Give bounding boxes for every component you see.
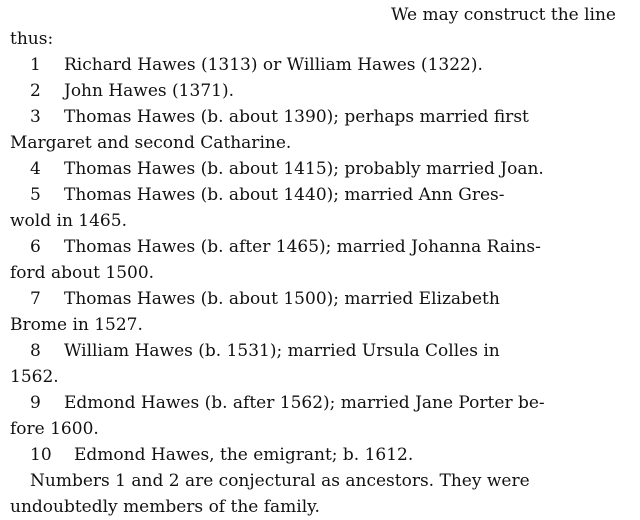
item-text: John Hawes (1371). — [64, 81, 234, 101]
item-number: 5 — [30, 185, 41, 205]
item-number: 4 — [30, 159, 41, 179]
item-continuation: Brome in 1527. — [10, 315, 143, 335]
item-text: Thomas Hawes (b. about 1390); perhaps married first — [64, 107, 529, 127]
item-number: 3 — [30, 107, 41, 127]
item-text: Thomas Hawes (b. about 1500); married Elizabeth — [64, 289, 500, 309]
item-text: Edmond Hawes, the emigrant; b. 1612. — [74, 445, 414, 465]
item-continuation: fore 1600. — [10, 419, 99, 439]
item-continuation: wold in 1465. — [10, 211, 127, 231]
list-item — [0, 390, 640, 416]
item-text: Richard Hawes (1313) or William Hawes (1322). — [64, 55, 483, 75]
list-item — [0, 78, 640, 104]
list-item — [0, 286, 640, 312]
item-number: 8 — [30, 341, 41, 361]
item-number: 2 — [30, 81, 41, 101]
intro-line-2: thus: — [10, 29, 54, 49]
item-text: William Hawes (b. 1531); married Ursula Colles in — [64, 341, 500, 361]
closing-line-2: undoubtedly members of the family. — [10, 497, 320, 517]
item-continuation: ford about 1500. — [10, 263, 155, 283]
item-text: Thomas Hawes (b. about 1440); married Ann Gres- — [64, 185, 505, 205]
item-text: Thomas Hawes (b. about 1415); probably married Joan. — [64, 159, 544, 179]
list-item — [0, 104, 640, 130]
item-continuation: Margaret and second Catharine. — [10, 133, 292, 153]
item-number: 9 — [30, 393, 41, 413]
intro-line-1: We may construct the line — [390, 5, 616, 25]
list-item — [0, 182, 640, 208]
list-item — [0, 52, 640, 78]
item-text: Edmond Hawes (b. after 1562); married Jane Porter be- — [64, 393, 545, 413]
item-continuation: 1562. — [10, 367, 59, 387]
closing-line-1: Numbers 1 and 2 are conjectural as ancestors. They were — [30, 471, 530, 491]
item-text: Thomas Hawes (b. after 1465); married Johanna Rains- — [64, 237, 541, 257]
item-number: 6 — [30, 237, 41, 257]
list-item — [0, 156, 640, 182]
list-item — [0, 338, 640, 364]
item-number: 10 — [30, 445, 52, 465]
item-number: 1 — [30, 55, 41, 75]
item-number: 7 — [30, 289, 41, 309]
list-item — [0, 234, 640, 260]
list-item — [0, 442, 640, 468]
